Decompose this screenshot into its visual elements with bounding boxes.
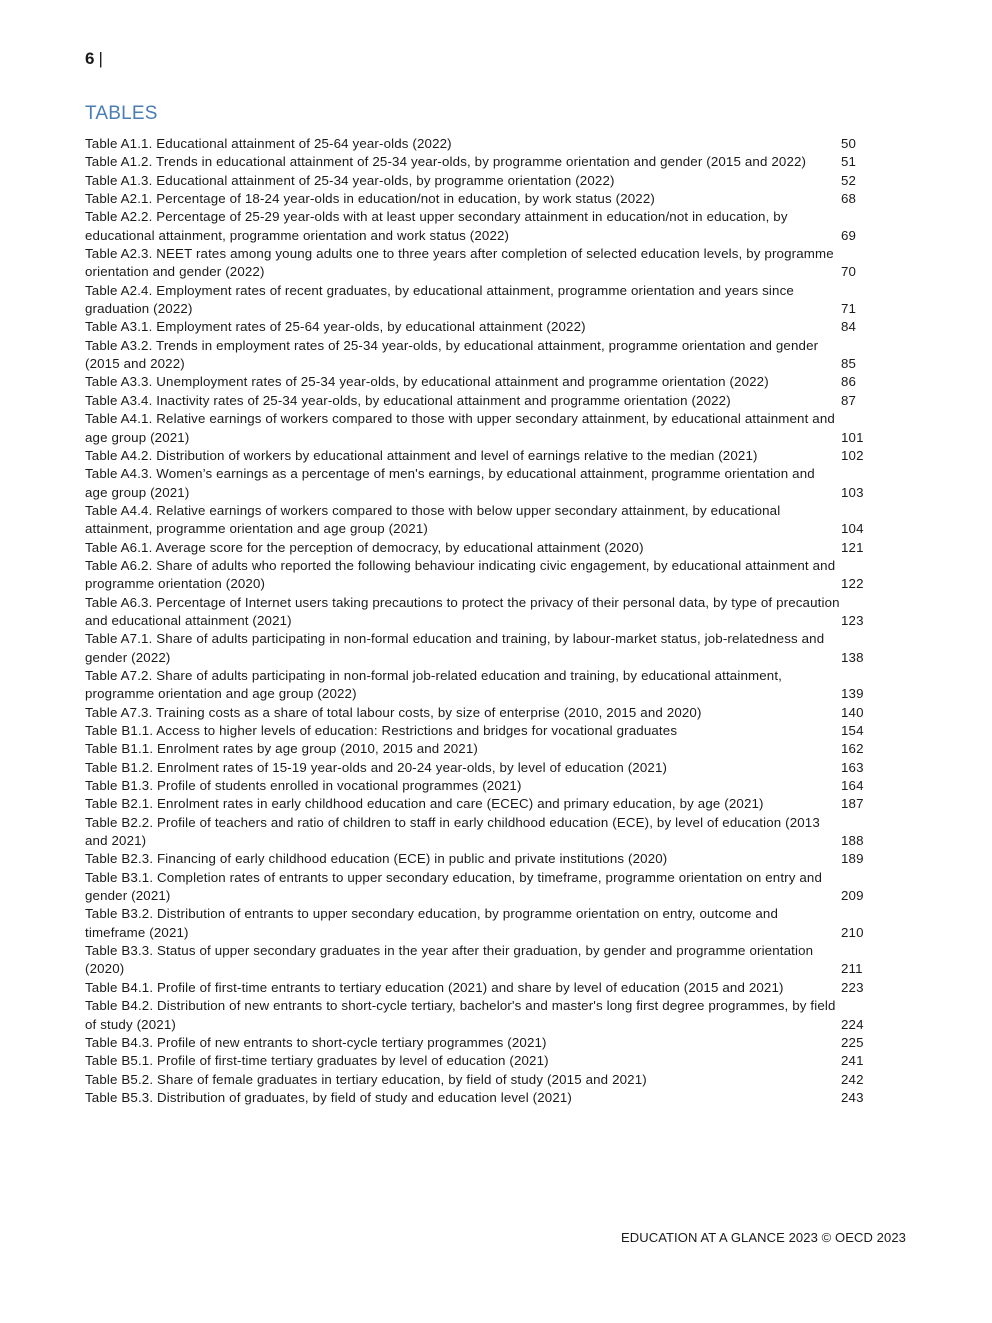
toc-entry-title: Table A6.2. Share of adults who reported the following behaviour indicating civic engagement, by educational attainment and programme orientation (2020) [85, 557, 836, 592]
toc-entry[interactable] [85, 282, 865, 319]
page-footer: EDUCATION AT A GLANCE 2023 © OECD 2023 [620, 1230, 906, 1245]
toc-entry[interactable] [85, 850, 865, 868]
toc-entry[interactable] [85, 447, 865, 465]
toc-entry-page: 242 [841, 1071, 864, 1087]
toc-entry[interactable] [85, 667, 865, 704]
toc-entry[interactable] [85, 722, 865, 740]
toc-entry[interactable] [85, 318, 865, 336]
toc-entry-page: 224 [841, 1016, 864, 1032]
toc-entry-page: 70 [841, 264, 857, 280]
toc-entry-title: Table A3.4. Inactivity rates of 25-34 year-olds, by educational attainment and programme orientation (2022) [85, 392, 731, 408]
toc-entry-page: 102 [841, 447, 864, 463]
toc-entry[interactable] [85, 465, 865, 502]
toc-entry[interactable] [85, 814, 865, 851]
toc-entry[interactable] [85, 704, 865, 722]
toc-entry-page: 51 [841, 154, 857, 170]
toc-entry-title: Table A1.1. Educational attainment of 25-64 year-olds (2022) [85, 136, 452, 151]
toc-entry[interactable] [85, 557, 865, 594]
toc-entry-page: 123 [841, 612, 864, 628]
toc-entry-page: 210 [841, 924, 864, 940]
toc-entry-title: Table B1.1. Access to higher levels of education: Restrictions and bridges for vocational graduates [85, 723, 678, 738]
toc-entry-title: Table B2.1. Enrolment rates in early childhood education and care (ECEC) and primary education, by age (2021) [85, 796, 764, 812]
toc-entry-page: 84 [841, 319, 857, 335]
toc-entry-title: Table A4.4. Relative earnings of workers compared to those with below upper secondary attainment, by educational attainment, programme orientation and age group (2021) [85, 502, 781, 537]
toc-entry[interactable] [85, 630, 865, 667]
toc-entry-title: Table A3.3. Unemployment rates of 25-34 year-olds, by educational attainment and programme orientation (2022) [85, 374, 769, 390]
toc-entry-page: 101 [841, 429, 864, 445]
page-number: 6 [85, 49, 95, 68]
toc-entry[interactable] [85, 777, 865, 795]
toc-entry-title: Table A6.3. Percentage of Internet users taking precautions to protect the privacy of their personal data, by type of precaution and educational attainment (2021) [85, 594, 840, 628]
toc-entry-page: 241 [841, 1053, 864, 1069]
toc-entry[interactable] [85, 594, 865, 631]
toc-entry-title: Table B3.2. Distribution of entrants to upper secondary education, by programme orientation on entry, outcome and timeframe (2021) [85, 906, 779, 940]
toc-entry-page: 85 [841, 356, 857, 372]
toc-entry-page: 188 [841, 833, 864, 849]
toc-entry[interactable] [85, 1052, 865, 1070]
toc-entry-page: 104 [841, 521, 864, 537]
toc-entry-title: Table A3.2. Trends in employment rates of 25-34 year-olds, by educational attainment, programme orientation and gender (2015 and 2022) [85, 337, 819, 372]
toc-entry-page: 87 [841, 392, 857, 408]
toc-entry[interactable] [85, 410, 865, 447]
toc-entry-page: 52 [841, 172, 857, 188]
toc-entry-page: 71 [841, 301, 857, 317]
toc-entry-title: Table B5.1. Profile of first-time tertiary graduates by level of education (2021) [85, 1053, 549, 1069]
toc-entry-title: Table B5.2. Share of female graduates in tertiary education, by field of study (2015 and 2021) [85, 1071, 647, 1087]
toc-entry-title: Table B1.2. Enrolment rates of 15-19 year-olds and 20-24 year-olds, by level of education (2021) [85, 759, 668, 775]
toc-entry-title: Table A2.3. NEET rates among young adults one to three years after completion of selected education levels, by programme orientation and gender (2022) [85, 246, 834, 280]
toc-entry-page: 103 [841, 484, 864, 500]
toc-entry-page: 211 [841, 961, 863, 977]
toc-entry-page: 154 [841, 723, 864, 738]
toc-entry[interactable] [85, 1089, 865, 1107]
toc-entry-page: 162 [841, 741, 864, 757]
toc-entry-title: Table A1.3. Educational attainment of 25-34 year-olds, by programme orientation (2022) [85, 172, 615, 188]
toc-entry-page: 86 [841, 374, 857, 390]
toc-entry[interactable] [85, 1034, 865, 1052]
toc-entry-page: 225 [841, 1034, 864, 1050]
toc-entry-title: Table B3.3. Status of upper secondary graduates in the year after their graduation, by gender and programme orientation (2020) [85, 943, 814, 977]
toc-entry-title: Table B5.3. Distribution of graduates, by field of study and education level (2021) [85, 1089, 572, 1105]
toc-entry[interactable] [85, 997, 865, 1034]
toc-entry[interactable] [85, 942, 865, 979]
toc-entry-title: Table B4.3. Profile of new entrants to short-cycle tertiary programmes (2021) [85, 1034, 547, 1050]
toc-entry[interactable] [85, 979, 865, 997]
toc-entry-page: 189 [841, 851, 864, 867]
toc-entry-title: Table B3.1. Completion rates of entrants to upper secondary education, by timeframe, programme orientation on entry and gender (2021) [85, 869, 823, 904]
toc-entry[interactable] [85, 905, 865, 942]
toc-entry[interactable] [85, 245, 865, 282]
toc-entry-title: Table A2.2. Percentage of 25-29 year-olds with at least upper secondary attainment in education/not in education, by educational attainment, programme orientation and work status (2022) [85, 209, 788, 243]
toc-entry-title: Table B4.1. Profile of first-time entrants to tertiary education (2021) and share by level of education (2015 and 2021) [85, 979, 784, 995]
toc-entry-title: Table A4.2. Distribution of workers by educational attainment and level of earnings relative to the median (2021) [85, 447, 758, 463]
toc-entry[interactable] [85, 502, 865, 539]
page-header [85, 48, 103, 70]
toc-entry[interactable] [85, 869, 865, 906]
toc-entry-title: Table A3.1. Employment rates of 25-64 year-olds, by educational attainment (2022) [85, 319, 586, 335]
toc-entry[interactable] [85, 740, 865, 758]
toc-entry[interactable] [85, 135, 865, 153]
toc-entry-page: 243 [841, 1089, 864, 1105]
toc-entry-page: 209 [841, 888, 864, 904]
toc-entry-page: 139 [841, 686, 864, 702]
toc-entry-page: 163 [841, 759, 864, 775]
toc-entry-title: Table A6.1. Average score for the perception of democracy, by educational attainment (2020) [85, 539, 644, 555]
toc-entry-title: Table A4.1. Relative earnings of workers compared to those with upper secondary attainment, by educational attainment and age group (2021) [85, 411, 835, 445]
toc-entry-page: 223 [841, 979, 864, 995]
toc-entry[interactable] [85, 337, 865, 374]
toc-entry-page: 68 [841, 191, 857, 207]
toc-entry[interactable] [85, 153, 865, 171]
toc-entry-page: 122 [841, 576, 864, 592]
toc-entry[interactable] [85, 208, 865, 245]
toc-entry-page: 164 [841, 778, 864, 794]
toc-entry-page: 50 [841, 136, 857, 151]
toc-entry-page: 187 [841, 796, 864, 812]
toc-entry-page: 140 [841, 704, 864, 720]
toc-entry-title: Table A1.2. Trends in educational attainment of 25-34 year-olds, by programme orientation and gender (2015 and 2022) [85, 154, 807, 170]
toc-entry[interactable] [85, 1071, 865, 1089]
toc-entry[interactable] [85, 539, 865, 557]
toc-entry-title: Table B2.2. Profile of teachers and ratio of children to staff in early childhood education (ECE), by level of education (2013 and 2021) [85, 814, 820, 849]
toc-entry[interactable] [85, 392, 865, 410]
toc-entry[interactable] [85, 190, 865, 208]
toc-entry-title: Table A2.1. Percentage of 18-24 year-olds in education/not in education, by work status (2022) [85, 191, 655, 207]
toc-entry-title: Table B1.3. Profile of students enrolled in vocational programmes (2021) [85, 778, 522, 794]
toc-entry-title: Table A2.4. Employment rates of recent graduates, by educational attainment, programme orientation and years since graduation (2022) [85, 282, 794, 317]
toc-entry-title: Table B2.3. Financing of early childhood education (ECE) in public and private institutions (2020) [85, 851, 668, 867]
toc-entry-page: 69 [841, 227, 857, 243]
toc-entry-title: Table A7.3. Training costs as a share of total labour costs, by size of enterprise (2010, 2015 and 2020) [85, 704, 702, 720]
header-separator: | [98, 49, 103, 68]
toc-entry-title: Table B4.2. Distribution of new entrants to short-cycle tertiary, bachelor's and master's long first degree programmes, by field of study (2021) [85, 998, 836, 1032]
section-title: TABLES [85, 103, 158, 124]
toc-entry[interactable] [85, 795, 865, 813]
toc-entry-page: 121 [841, 539, 864, 555]
toc-entry-title: Table A4.3. Women’s earnings as a percentage of men's earnings, by educational attainment, programme orientation and age group (2021) [85, 466, 815, 500]
toc-entry[interactable] [85, 172, 865, 190]
toc-entry-title: Table A7.2. Share of adults participating in non-formal job-related education and training, by educational attainment, programme orientation and age group (2022) [85, 667, 783, 702]
tables-list [85, 135, 865, 1107]
toc-entry-title: Table A7.1. Share of adults participating in non-formal education and training, by labour-market status, job-relatedness and gender (2022) [85, 631, 825, 665]
toc-entry[interactable] [85, 759, 865, 777]
toc-entry-page: 138 [841, 649, 864, 665]
toc-entry-title: Table B1.1. Enrolment rates by age group (2010, 2015 and 2021) [85, 741, 478, 757]
toc-entry[interactable] [85, 373, 865, 391]
